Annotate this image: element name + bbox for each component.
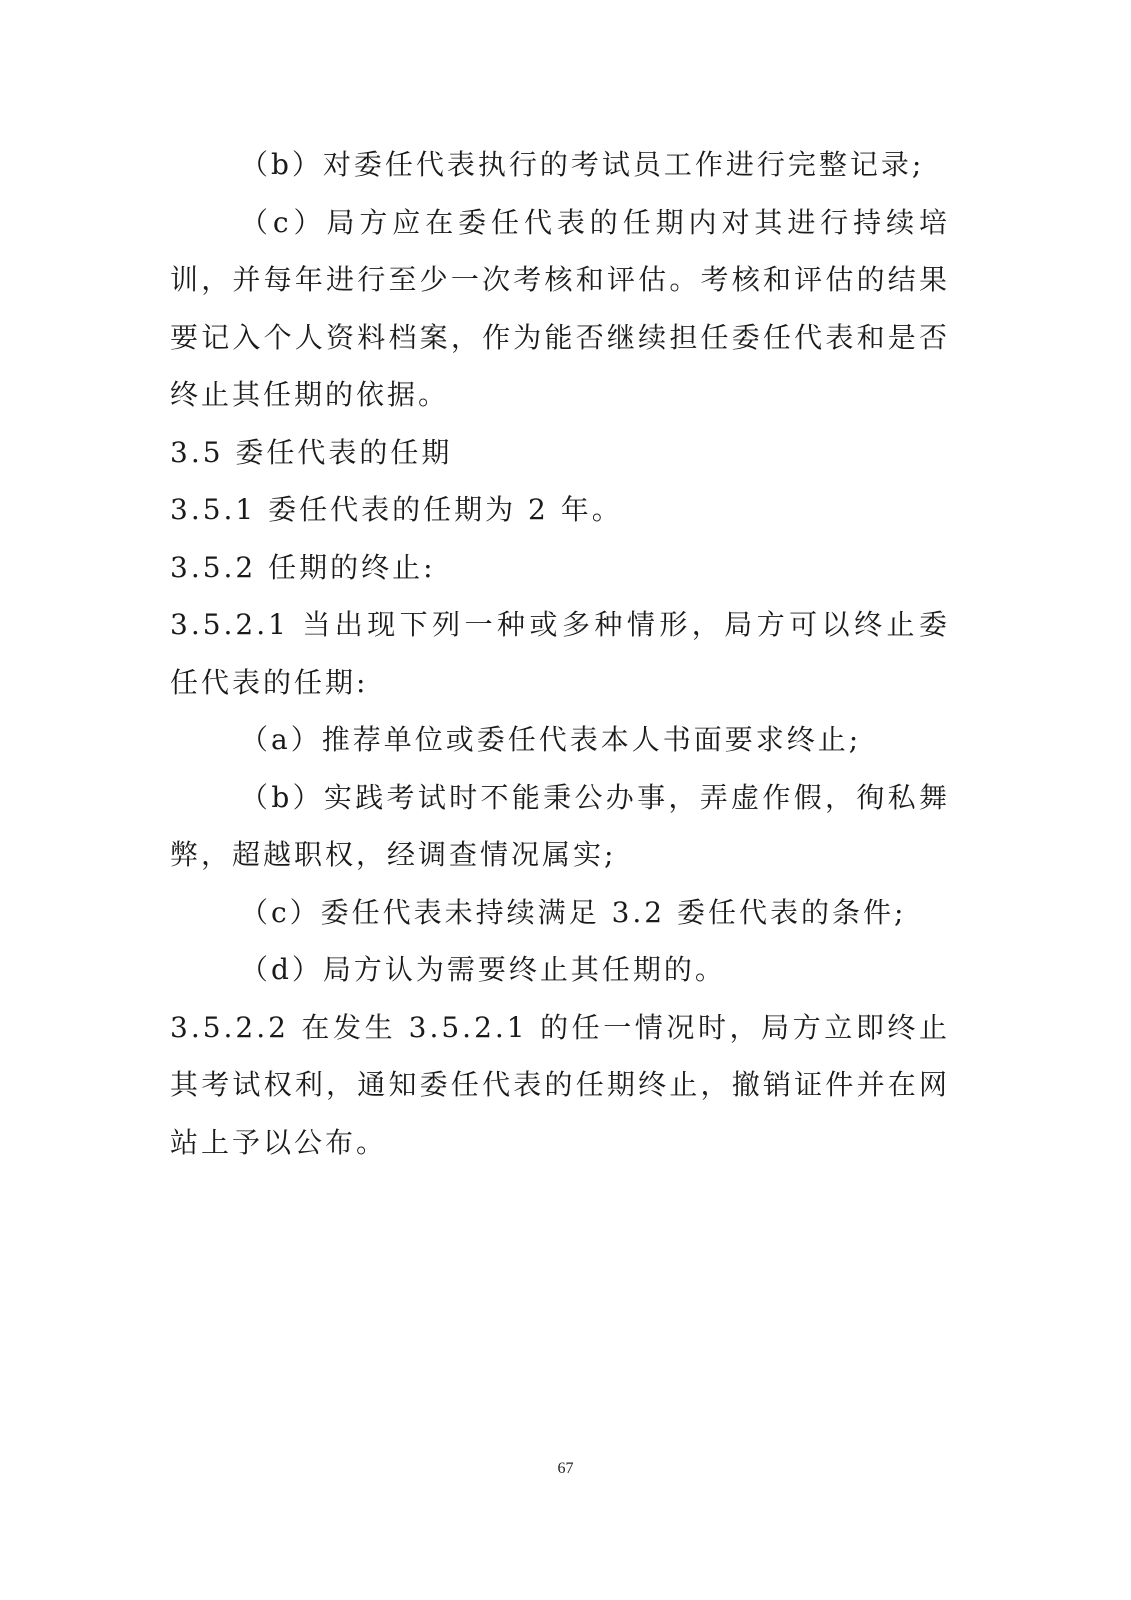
list-item-term-d: （d）局方认为需要终止其任期的。 [240, 953, 726, 986]
list-item-term-a: （a）推荐单位或委任代表本人书面要求终止; [240, 723, 862, 756]
list-item-term-c: （c）委任代表未持续满足 3.2 委任代表的条件; [240, 895, 907, 929]
section-heading-3-5: 3.5 委任代表的任期 [170, 435, 453, 469]
document-body [170, 136, 950, 1171]
clause-3-5-1: 3.5.1 委任代表的任期为 2 年。 [170, 493, 623, 526]
clause-3-5-2-2: 3.5.2.2 在发生 3.5.2.1 的任一情况时，局方立即终止其考试权利，通知委任代表的任期终止，撤销证件并在网站上予以公布。 [170, 1010, 950, 1159]
page-number: 67 [557, 1460, 574, 1477]
list-item-b-record: （b）对委任代表执行的考试员工作进行完整记录; [240, 148, 925, 181]
list-item-c-training: （c）局方应在委任代表的任期内对其进行持续培训，并每年进行至少一次考核和评估。考核和评估的结果要记入个人资料档案，作为能否继续担任委任代表和是否终止其任期的依据。 [170, 205, 950, 411]
clause-3-5-2-1: 3.5.2.1 当出现下列一种或多种情形，局方可以终止委任代表的任期: [170, 608, 950, 699]
clause-3-5-2: 3.5.2 任期的终止: [170, 550, 436, 584]
list-item-term-b: （b）实践考试时不能秉公办事，弄虚作假，徇私舞弊，超越职权，经调查情况属实; [170, 780, 950, 871]
